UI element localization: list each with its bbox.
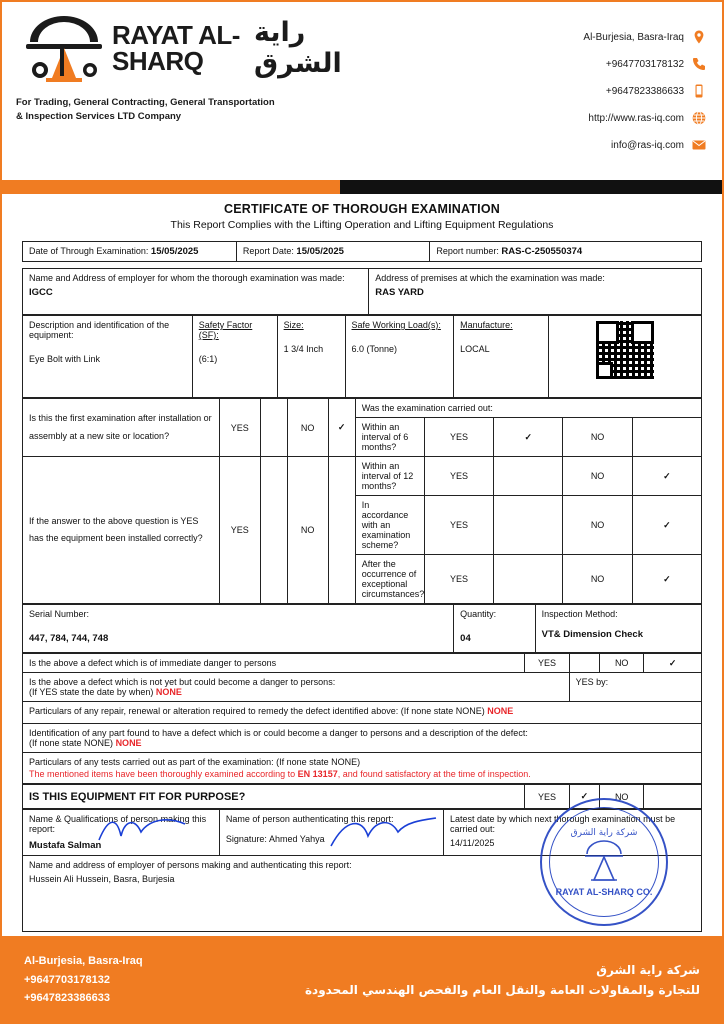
page-subtitle: This Report Complies with the Lifting Operation and Lifting Equipment Regulations (170, 219, 554, 231)
stamp-rig-icon (581, 840, 627, 884)
defect-table (22, 653, 702, 784)
contact-email-text[interactable]: info@ras-iq.com (611, 139, 684, 151)
safety-factor-cell (192, 316, 277, 398)
interval-12-months-yes-label: YES (424, 457, 493, 496)
serial-table (22, 604, 702, 653)
tests-note-standard: EN 13157 (297, 769, 338, 779)
table-row (23, 673, 702, 702)
report-date-value: 15/05/2025 (296, 246, 344, 257)
swl-value: 6.0 (Tonne) (351, 344, 398, 354)
repair-cell (23, 702, 702, 724)
size-cell (277, 316, 345, 398)
report-date-cell (236, 242, 430, 262)
tests-note-part-1: The mentioned items have been thoroughly examined according to (29, 769, 298, 779)
table-row (23, 242, 702, 262)
footer-arabic-desc: للتجارة والمقاولات العامة والنقل العام والفحص الهندسي المحدودة (304, 983, 700, 997)
meta-table (22, 241, 702, 262)
immediate-danger-no-mark: ✓ (668, 657, 677, 668)
table-row (23, 753, 702, 784)
maker-signature (97, 814, 187, 846)
document-header (2, 2, 722, 180)
quantity-label: Quantity: (460, 609, 497, 619)
serial-number-label: Serial Number: (29, 609, 90, 619)
interval-6-months-yes-mark: ✓ (524, 431, 533, 442)
fitness-no-box[interactable] (644, 785, 702, 809)
identification-label-2: (If none state NONE) (29, 738, 114, 748)
identification-label-1: Identification of any part found to have a defect which is or could become a danger to persons and a description of the defect: (29, 728, 528, 738)
serial-number-cell (23, 605, 454, 653)
identification-value: NONE (115, 738, 142, 748)
equipment-description-label: Description and identification of the equipment: (29, 320, 170, 340)
quantity-value: 04 (460, 633, 471, 644)
qr-code-icon (596, 321, 654, 379)
employer-table (22, 268, 702, 315)
maker-cell (23, 810, 220, 856)
table-row (23, 702, 702, 724)
premises-cell (369, 269, 702, 315)
company-logo-block (16, 12, 346, 124)
question-2-no-box[interactable] (328, 457, 355, 604)
question-2-no-label: NO (287, 457, 328, 604)
divider-black (340, 180, 722, 194)
interval-12-months-no-mark: ✓ (663, 470, 671, 481)
authenticator-signature (328, 816, 438, 850)
question-1-no-label: NO (287, 399, 328, 457)
equipment-description-value: Eye Bolt with Link (29, 354, 101, 364)
premises-value: RAS YARD (375, 287, 424, 298)
company-tagline-line-2: & Inspection Services LTD Company (16, 110, 182, 122)
title-block (2, 194, 722, 237)
fitness-yes-label: YES (525, 785, 569, 809)
inspection-method-cell (535, 605, 701, 653)
future-danger-label-2: (If YES state the date by when) (29, 687, 154, 697)
quantity-cell (454, 605, 535, 653)
stamp-english-text: RAYAT AL-SHARQ CO. (555, 886, 653, 897)
footer-phone-1: +9647703178132 (24, 973, 110, 986)
company-tagline-line-1: For Trading, General Contracting, General Transportation (16, 97, 275, 108)
employer-address-value: Hussein Ali Hussein, Basra, Burjesia (29, 874, 175, 884)
table-row (23, 654, 702, 673)
exceptional-circumstances-yes-label: YES (424, 555, 493, 604)
future-danger-label-1: Is the above a defect which is not yet but could become a danger to persons: (29, 677, 336, 687)
document-footer (2, 938, 722, 1022)
interval-12-months-no-box[interactable] (632, 457, 701, 496)
examination-date-cell (23, 242, 237, 262)
exceptional-circumstances-no-box[interactable] (632, 555, 701, 604)
fitness-yes-mark: ✓ (580, 791, 589, 801)
fitness-question-text: IS THIS EQUIPMENT FIT FOR PURPOSE? (29, 790, 246, 803)
qr-cell (549, 316, 702, 398)
contact-address (583, 30, 706, 44)
manufacture-label: Manufacture: (460, 320, 513, 330)
interval-6-months-yes-label: YES (424, 418, 493, 457)
manufacture-value: LOCAL (460, 344, 490, 354)
yes-by-cell: YES by: (569, 673, 701, 702)
interval-6-months-yes-box[interactable] (494, 418, 563, 457)
exceptional-circumstances-no-label: NO (563, 555, 632, 604)
interval-6-months-no-box[interactable] (632, 418, 701, 457)
interval-6-months-text: Within an interval of 6 months? (355, 418, 424, 457)
interval-6-months-no-label: NO (563, 418, 632, 457)
divider-orange (2, 180, 340, 194)
authenticator-label: Name of person authenticating this report: (225, 814, 394, 824)
immediate-danger-label: Is the above a defect which is of immediate danger to persons (23, 654, 525, 673)
immediate-danger-no-box[interactable] (644, 654, 702, 673)
interval-12-months-yes-box[interactable] (494, 457, 563, 496)
examination-date-value: 15/05/2025 (150, 246, 199, 257)
footer-contact-block (24, 952, 143, 1008)
interval-12-months-text: Within an interval of 12 months? (355, 457, 424, 496)
report-number-value: RAS-C-250550374 (501, 246, 583, 257)
swl-label: Safe Working Load(s): (351, 320, 441, 330)
question-1-text: Is this the first examination after installation or assembly at a new site or location? (29, 413, 212, 441)
tests-note-part-2: , and found satisfactory at the time of inspection. (337, 769, 531, 779)
examination-scheme-yes-label: YES (424, 496, 493, 555)
stamp-arabic-text: شركة راية الشرق (570, 827, 638, 838)
carried-out-label: Was the examination carried out: (355, 399, 701, 418)
employer-value: IGCC (29, 287, 53, 298)
company-stamp (540, 798, 668, 926)
oil-rig-logo-icon (16, 12, 112, 84)
equipment-table (22, 315, 702, 398)
question-1-no-box[interactable] (328, 399, 355, 457)
exceptional-circumstances-no-mark: ✓ (663, 573, 671, 584)
contact-website[interactable] (583, 111, 706, 125)
contact-block (583, 12, 706, 165)
contact-address-text: Al-Burjesia, Basra-Iraq (583, 31, 684, 43)
contact-mobile (583, 84, 706, 98)
contact-mobile-text: +9647823386633 (605, 85, 684, 97)
envelope-icon (692, 138, 706, 152)
examination-scheme-no-label: NO (563, 496, 632, 555)
manufacture-cell (454, 316, 549, 398)
table-row (23, 605, 702, 653)
table-row (23, 724, 702, 753)
footer-phone-2: +9647823386633 (24, 992, 110, 1005)
next-examination-value: 14/11/2025 (449, 838, 495, 848)
examination-scheme-text: In accordance with an examination scheme? (355, 496, 424, 555)
examination-date-label: Date of Through Examination: (29, 246, 149, 256)
examination-scheme-no-box[interactable] (632, 496, 701, 555)
report-number-cell (430, 242, 702, 262)
authenticator-value: Signature: Ahmed Yahya (225, 834, 325, 844)
next-examination-label: Latest date by which next thorough examination must be carried out: (449, 814, 676, 834)
exceptional-circumstances-text: After the occurrence of exceptional circumstances? (355, 555, 424, 604)
question-1-cell (23, 399, 220, 457)
report-date-label: Report Date: (242, 246, 294, 256)
company-name-en: RAYAT AL-SHARQ (112, 20, 240, 76)
globe-icon (692, 111, 706, 125)
phone-icon (692, 57, 706, 71)
repair-value: NONE (487, 706, 514, 716)
inspection-method-label: Inspection Method: (541, 609, 618, 619)
serial-number-value: 447, 784, 744, 748 (29, 633, 109, 644)
contact-phone (583, 57, 706, 71)
swl-cell (345, 316, 454, 398)
examination-scheme-yes-box[interactable] (494, 496, 563, 555)
size-value: 1 3/4 Inch (283, 344, 324, 354)
contact-phone-text: +9647703178132 (605, 58, 684, 70)
equipment-description-cell (23, 316, 193, 398)
company-name-ar: راية الشرق (253, 17, 342, 79)
question-1-yes-label: YES (219, 399, 260, 457)
questions-table (22, 398, 702, 604)
table-row (23, 457, 702, 496)
page-title: CERTIFICATE OF THOROUGH EXAMINATION (224, 202, 500, 216)
question-2-yes-label: YES (219, 457, 260, 604)
safety-factor-value: (6:1) (198, 354, 218, 364)
repair-label: Particulars of any repair, renewal or alteration required to remedy the defect identified above: (If none state NONE) (29, 706, 485, 716)
future-danger-cell (23, 673, 570, 702)
question-2-cell (23, 457, 220, 604)
interval-12-months-no-label: NO (563, 457, 632, 496)
footer-arabic-block (305, 960, 700, 1001)
question-1-no-mark: ✓ (337, 422, 346, 432)
identification-cell (23, 724, 702, 753)
mobile-icon (692, 84, 706, 98)
employer-label: Name and Address of employer for whom the thorough examination was made: (29, 273, 345, 283)
safety-factor-label: Safety Factor (SF): (198, 320, 253, 340)
tests-label: Particulars of any tests carried out as part of the examination: (If none state NONE) (29, 757, 361, 767)
exceptional-circumstances-yes-box[interactable] (494, 555, 563, 604)
premises-label: Address of premises at which the examination was made: (375, 273, 605, 283)
employer-cell (23, 269, 369, 315)
footer-arabic-name: شركة راية الشرق (596, 962, 700, 977)
table-row (23, 399, 702, 418)
table-row (23, 316, 702, 398)
inspection-method-value: VT& Dimension Check (541, 629, 643, 640)
contact-website-text[interactable]: http://www.ras-iq.com (588, 112, 684, 124)
immediate-danger-yes-label: YES (525, 654, 569, 673)
employer-address-label: Name and address of employer of persons making and authenticating this report: (29, 860, 352, 870)
question-2-text: If the answer to the above question is YES has the equipment been installed correctly? (29, 515, 203, 543)
table-row (23, 269, 702, 315)
question-2-yes-box[interactable] (260, 457, 287, 604)
location-pin-icon (692, 30, 706, 44)
examination-scheme-no-mark: ✓ (663, 519, 671, 530)
fitness-no-label: NO (600, 785, 644, 809)
maker-value: Mustafa Salman (29, 840, 102, 851)
future-danger-value: NONE (155, 687, 182, 697)
footer-address: Al-Burjesia, Basra-Iraq (24, 954, 143, 967)
immediate-danger-yes-box[interactable] (569, 654, 600, 673)
authenticator-cell (219, 810, 443, 856)
maker-label: Name & Qualifications of person making this report: (29, 814, 207, 834)
tests-cell (23, 753, 702, 784)
header-divider-bar (2, 180, 722, 194)
question-1-yes-box[interactable] (260, 399, 287, 457)
report-number-label: Report number: (436, 246, 499, 256)
contact-email[interactable] (583, 138, 706, 152)
size-label: Size: (283, 320, 304, 330)
fitness-question (23, 785, 525, 809)
immediate-danger-no-label: NO (600, 654, 644, 673)
